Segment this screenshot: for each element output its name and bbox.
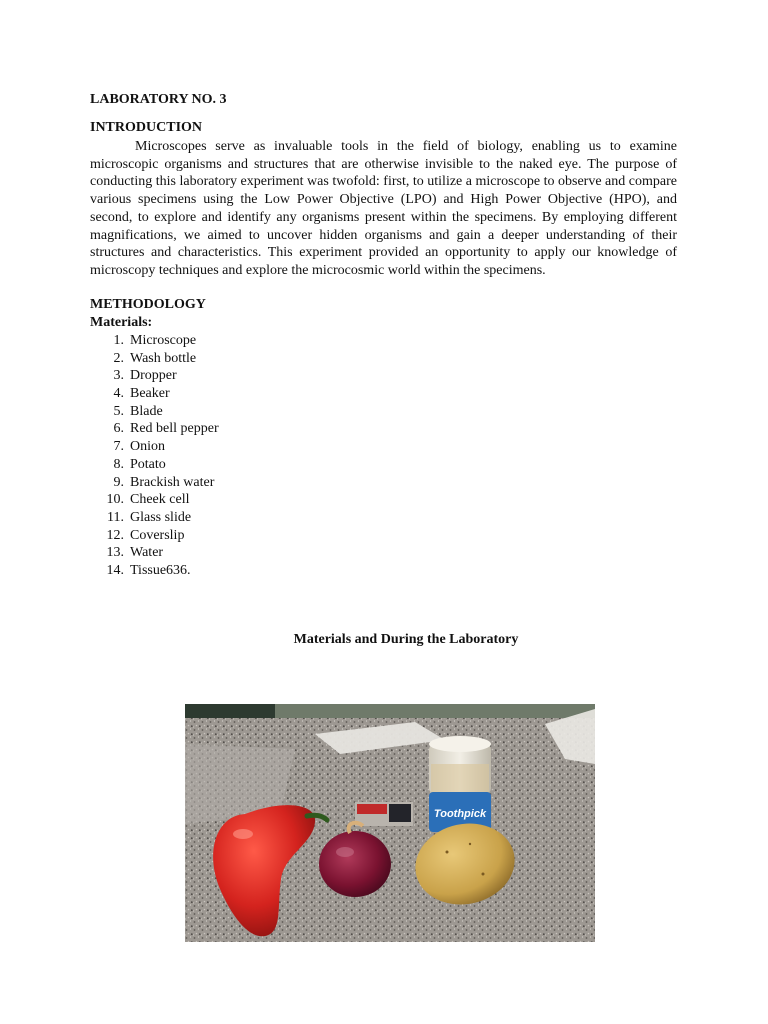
list-item-text: Tissue636. <box>130 562 191 578</box>
toothpicks <box>431 764 489 794</box>
list-item-text: Blade <box>130 403 163 419</box>
list-item <box>90 332 219 350</box>
list-item <box>90 456 219 474</box>
list-item <box>90 474 219 492</box>
list-item-number: 8. <box>113 456 124 472</box>
list-item-text: Dropper <box>130 368 177 384</box>
list-item-number: 7. <box>113 439 124 455</box>
list-item-text: Onion <box>130 439 165 455</box>
matchbox-label <box>357 804 387 814</box>
toothpick-label: Toothpick <box>433 808 487 820</box>
materials-photo-illustration <box>185 704 595 942</box>
list-item-number: 9. <box>113 474 124 490</box>
introduction-paragraph: Microscopes serve as invaluable tools in the field of biology, enabling us to examine microscopic organisms and structures that are otherwise invisible to the naked eye. The purpose of conducting this laboratory experiment was twofold: first, to utilize a microscope to observe and compare various specimens using the Low Power Objective (LPO) and High Power Objective (HPO), and second, to explore and identify any organisms present within the specimens. By employing different magnifications, we aimed to uncover hidden organisms and gain a deeper understanding of their structures and characteristics. This experiment provided an opportunity to apply our knowledge of microscopy techniques and explore the microcosmic world within the specimens. <box>90 139 677 278</box>
list-item-number: 6. <box>113 421 124 437</box>
list-item-number: 14. <box>106 562 124 578</box>
list-item <box>90 438 219 456</box>
list-item-text: Coverslip <box>130 527 185 543</box>
list-item <box>90 420 219 438</box>
list-item-text: Microscope <box>130 333 197 348</box>
potato-eye <box>446 851 449 854</box>
list-item-text: Water <box>130 545 164 561</box>
introduction-heading: INTRODUCTION <box>90 120 203 135</box>
list-item <box>90 367 219 385</box>
list-item <box>90 562 219 580</box>
list-item-text: Cheek cell <box>130 492 190 508</box>
onion-highlight <box>336 847 354 857</box>
list-item <box>90 509 219 527</box>
lab-title: LABORATORY NO. 3 <box>90 92 227 107</box>
list-item-number: 5. <box>113 403 124 419</box>
toothpick-container <box>429 736 491 832</box>
list-item-number: 4. <box>113 386 124 402</box>
container-top <box>429 736 491 752</box>
onion-body <box>319 831 391 897</box>
list-item-number: 10. <box>106 492 124 508</box>
figure-caption: Materials and During the Laboratory <box>293 632 519 647</box>
list-item <box>90 385 219 403</box>
potato-eye <box>469 843 471 845</box>
list-item-text: Red bell pepper <box>130 421 219 437</box>
materials-list <box>90 332 219 580</box>
list-item-number: 2. <box>113 350 124 366</box>
pepper-highlight <box>233 829 253 839</box>
list-item <box>90 350 219 368</box>
list-item <box>90 544 219 562</box>
materials-label: Materials: <box>90 315 153 330</box>
matchbox <box>355 802 413 826</box>
list-item-number: 3. <box>113 368 124 384</box>
list-item <box>90 403 219 421</box>
matchbox-strip <box>389 804 411 822</box>
methodology-heading: METHODOLOGY <box>90 297 206 312</box>
list-item-number: 13. <box>106 545 124 561</box>
list-item-number: 12. <box>106 527 124 543</box>
list-item-text: Potato <box>130 456 166 472</box>
list-item <box>90 491 219 509</box>
list-item-text: Glass slide <box>130 509 192 525</box>
list-item-text: Wash bottle <box>130 350 197 366</box>
list-item <box>90 527 219 545</box>
potato-eye <box>482 873 485 876</box>
list-item-number: 11. <box>107 509 124 525</box>
materials-photo <box>185 704 595 942</box>
list-item-number: 1. <box>113 333 124 348</box>
list-item-text: Beaker <box>130 386 170 402</box>
list-item-text: Brackish water <box>130 474 215 490</box>
